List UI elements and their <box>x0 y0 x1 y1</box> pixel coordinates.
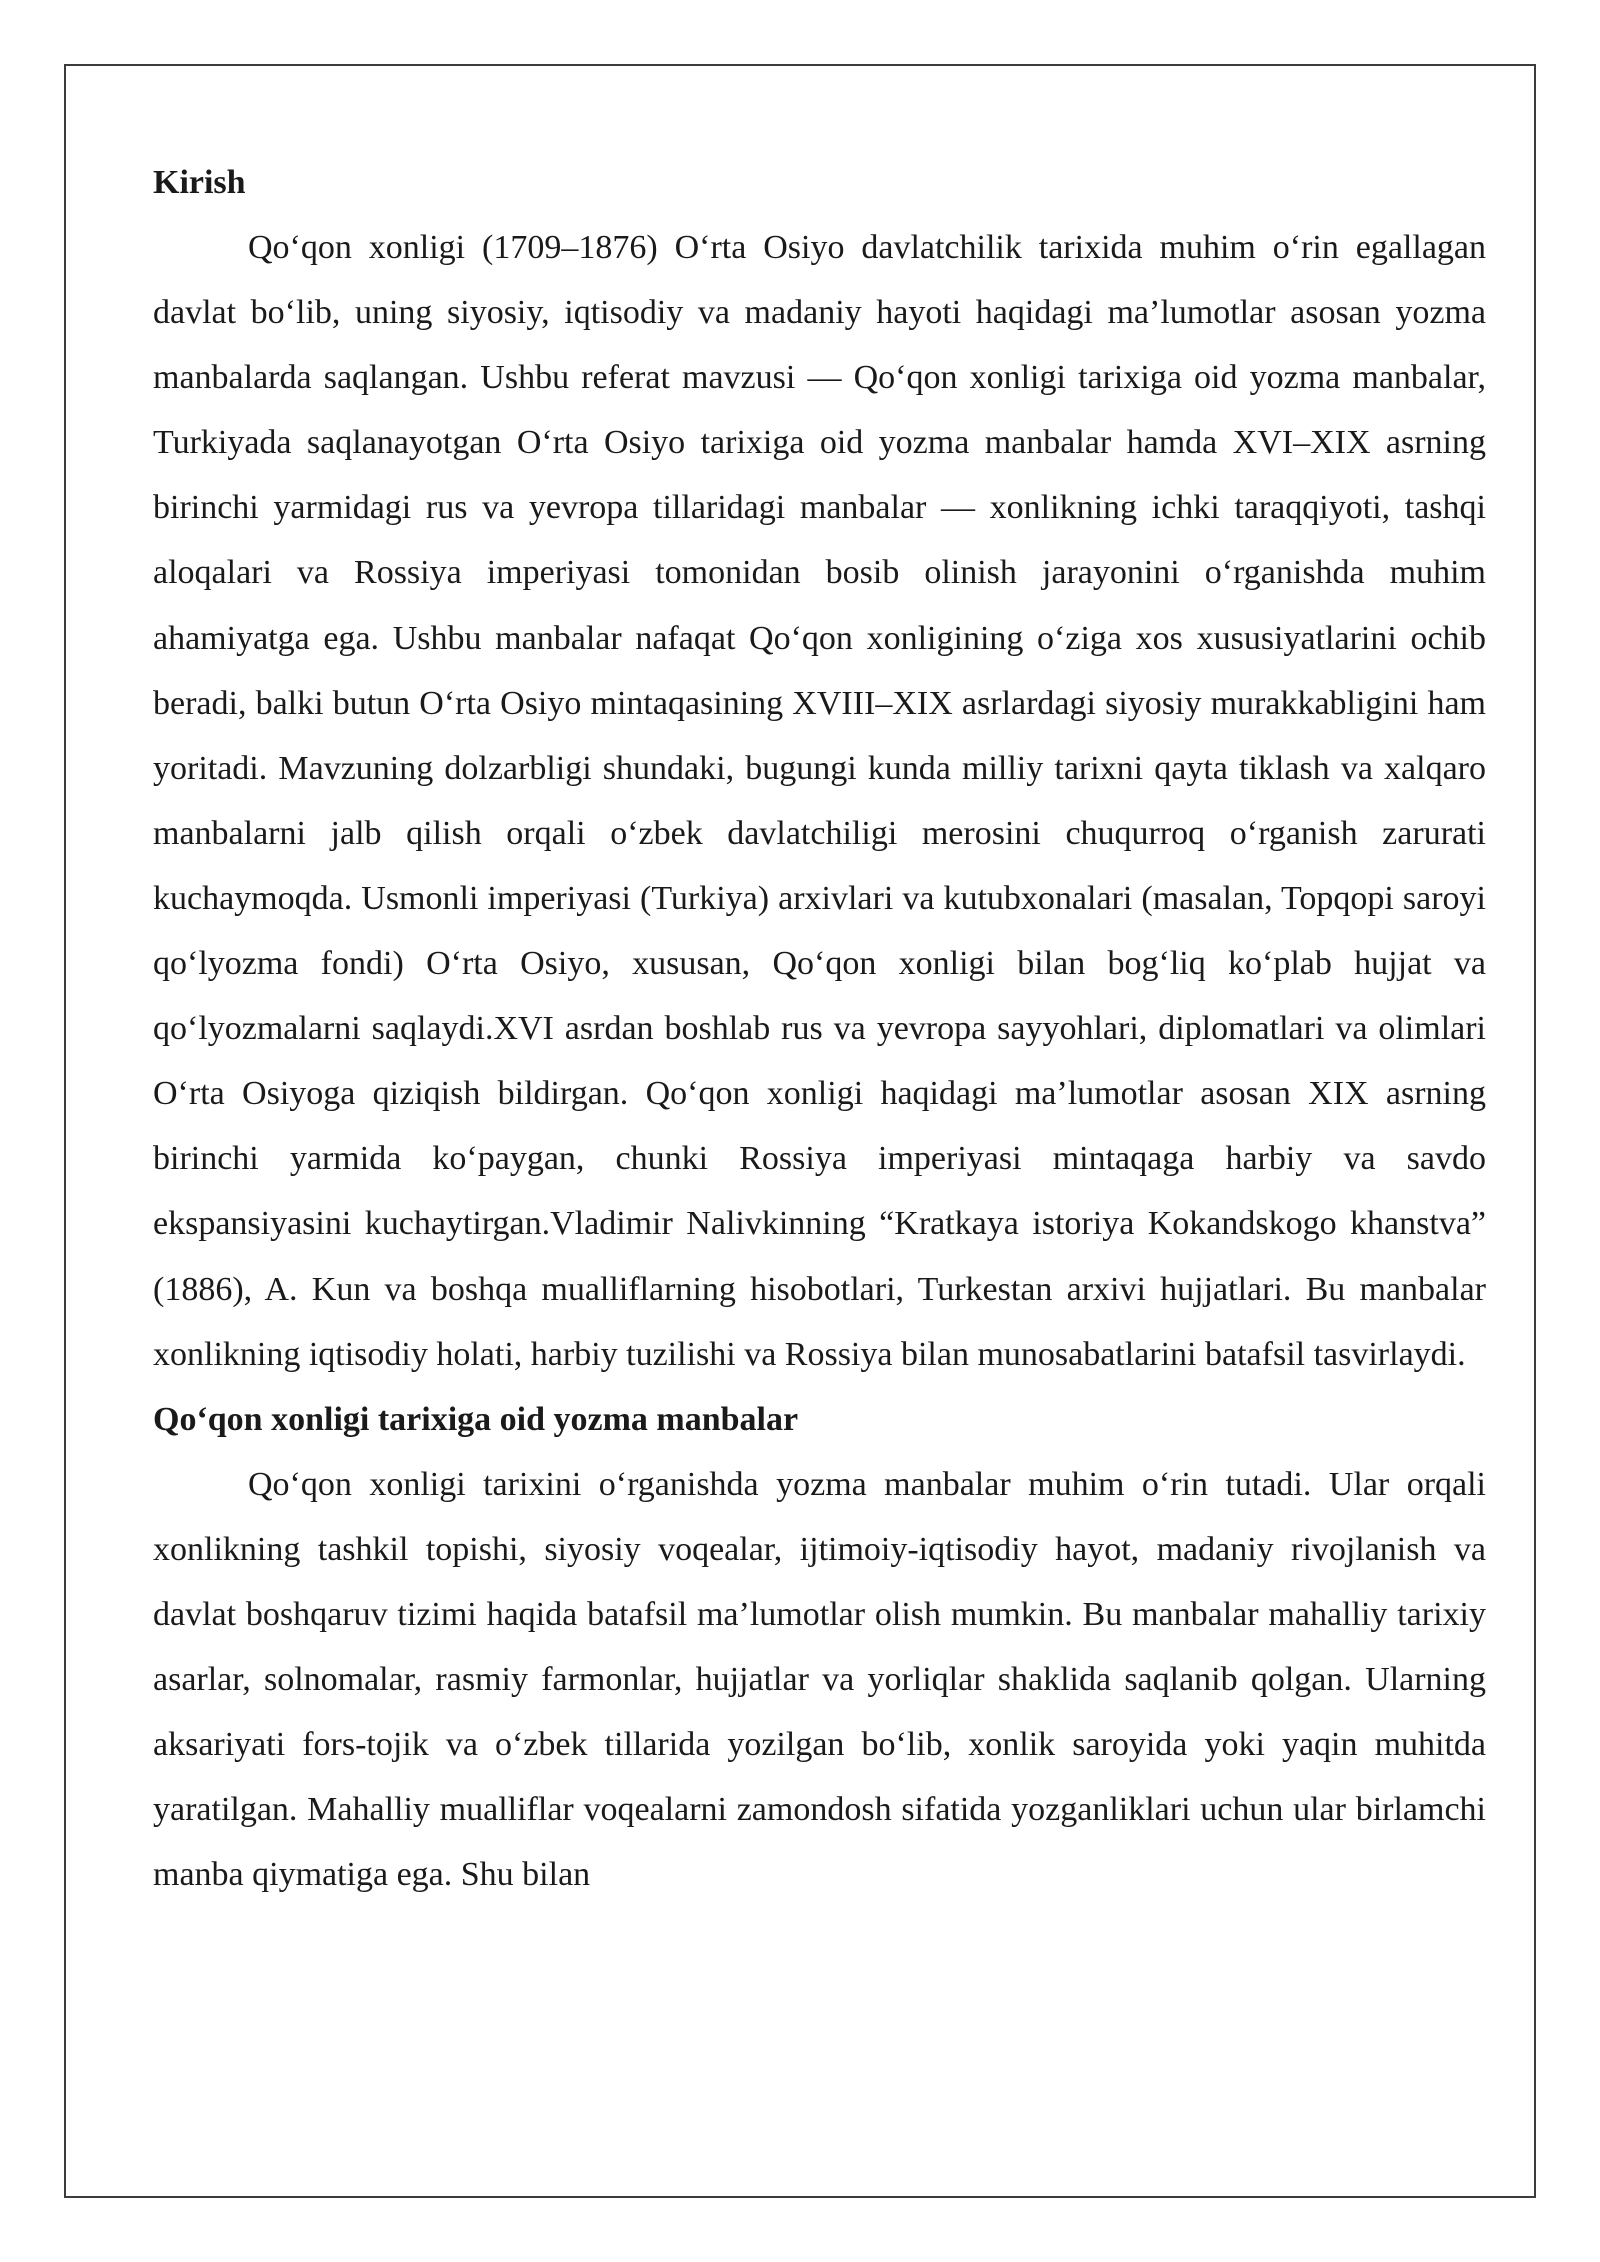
section-paragraph: Qo‘qon xonligi tarixini o‘rganishda yozma manbalar muhim o‘rin tutadi. Ular orqali xonlikning tashkil topishi, siyosiy voqealar, ijtimoiy-iqtisodiy hayot, madaniy rivojlanish va davlat boshqaruv tizimi haqida batafsil ma’lumotlar olish mumkin. Bu manbalar mahalliy tarixiy asarlar, solnomalar, rasmiy farmonlar, hujjatlar va yorliqlar shaklida saqlanib qolgan. Ularning aksariyati fors-tojik va o‘zbek tillarida yozilgan bo‘lib, xonlik saroyida yoki yaqin muhitda yaratilgan. Mahalliy mualliflar voqealarni zamondosh sifatida yozganliklari uchun ular birlamchi manba qiymatiga ega. Shu bilan <box>153 1465 1486 1894</box>
intro-heading: Kirish <box>153 164 246 201</box>
section-heading: Qo‘qon xonligi tarixiga oid yozma manbalar <box>153 1400 799 1438</box>
document-body <box>153 150 1486 1907</box>
intro-paragraph: Qo‘qon xonligi (1709–1876) O‘rta Osiyo davlatchilik tarixida muhim o‘rin egallagan davlat bo‘lib, uning siyosiy, iqtisodiy va madaniy hayoti haqidagi ma’lumotlar asosan yozma manbalarda saqlangan. Ushbu referat mavzusi — Qo‘qon xonligi tarixiga oid yozma manbalar, Turkiyada saqlanayotgan O‘rta Osiyo tarixiga oid yozma manbalar hamda XVI–XIX asrning birinchi yarmidagi rus va yevropa tillaridagi manbalar — xonlikning ichki taraqqiyoti, tashqi aloqalari va Rossiya imperiyasi tomonidan bosib olinish jarayonini o‘rganishda muhim ahamiyatga ega. Ushbu manbalar nafaqat Qo‘qon xonligining o‘ziga xos xususiyatlarini ochib beradi, balki butun O‘rta Osiyo mintaqasining XVIII–XIX asrlardagi siyosiy murakkabligini ham yoritadi. Mavzuning dolzarbligi shundaki, bugungi kunda milliy tarixni qayta tiklash va xalqaro manbalarni jalb qilish orqali o‘zbek davlatchiligi merosini chuqurroq o‘rganish zarurati kuchaymoqda. Usmonli imperiyasi (Turkiya) arxivlari va kutubxonalari (masalan, Topqopi saroyi qo‘lyozma fondi) O‘rta Osiyo, xususan, Qo‘qon xonligi bilan bog‘liq ko‘plab hujjat va qo‘lyozmalarni saqlaydi.XVI asrdan boshlab rus va yevropa sayyohlari, diplomatlari va olimlari O‘rta Osiyoga qiziqish bildirgan. Qo‘qon xonligi haqidagi ma’lumotlar asosan XIX asrning birinchi yarmida ko‘paygan, chunki Rossiya imperiyasi mintaqaga harbiy va savdo ekspansiyasini kuchaytirgan.Vladimir Nalivkinning “Kratkaya istoriya Kokandskogo khanstva” (1886), A. Kun va boshqa mualliflarning hisobotlari, Turkestan arxivi hujjatlari. Bu manbalar xonlikning iqtisodiy holati, harbiy tuzilishi va Rossiya bilan munosabatlarini batafsil tasvirlaydi. <box>153 229 1486 1373</box>
